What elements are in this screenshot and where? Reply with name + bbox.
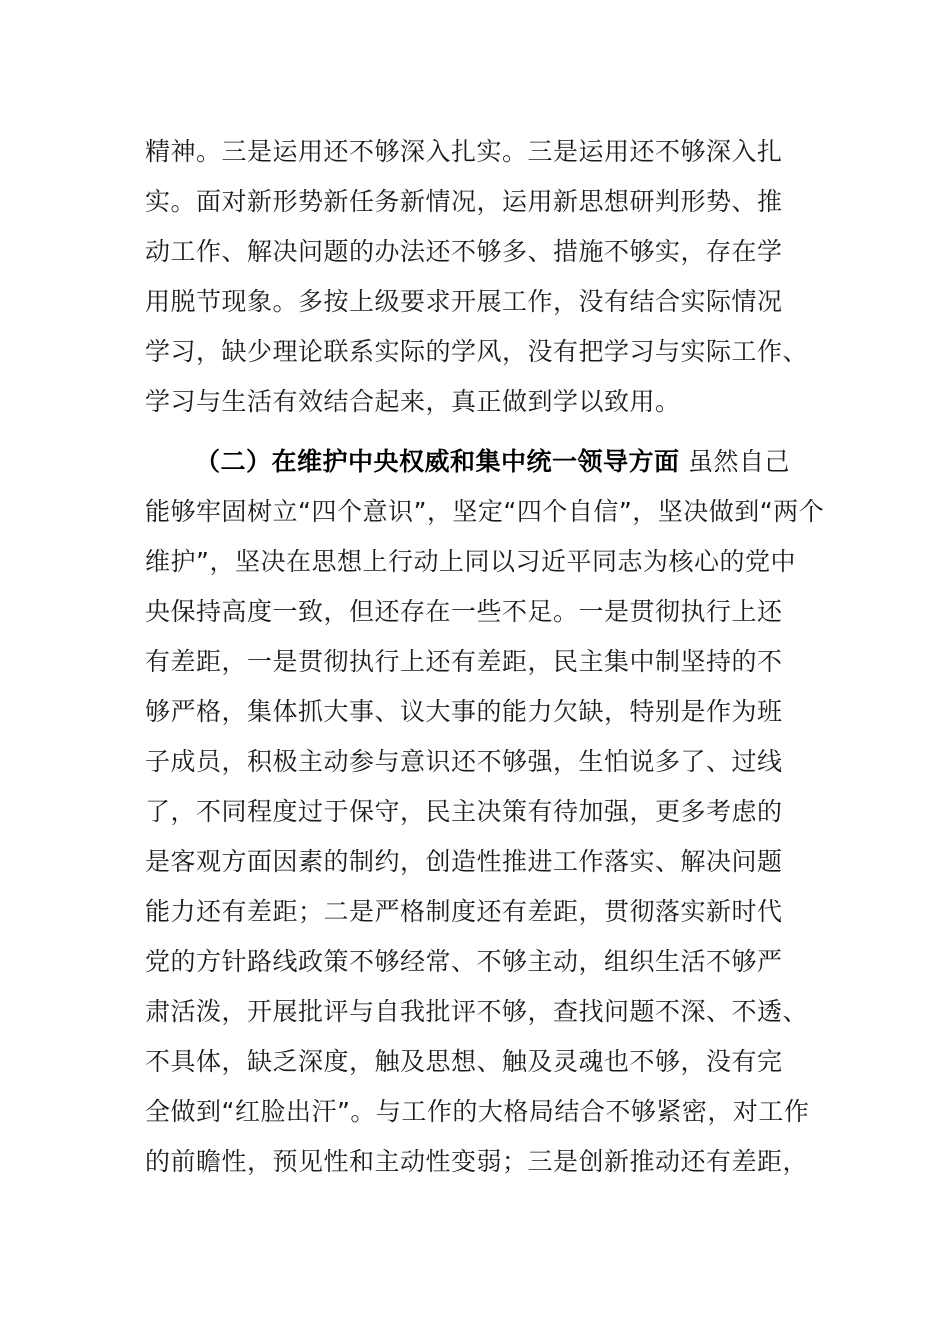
- paragraph-1-line: 用脱节现象。多按上级要求开展工作，没有结合实际情况: [145, 287, 783, 316]
- paragraph-2-line: 央保持高度一致，但还存在一些不足。一是贯彻执行上还: [145, 597, 783, 626]
- paragraph-2: [145, 437, 825, 1187]
- paragraph-1-line: 精神。三是运用还不够深入扎实。三是运用还不够深入扎: [145, 137, 783, 166]
- paragraph-2-line: 不具体，缺乏深度，触及思想、触及灵魂也不够，没有完: [145, 1047, 783, 1076]
- paragraph-2-first-line-text: 虽然自己: [679, 447, 790, 476]
- paragraph-1: [145, 127, 809, 427]
- paragraph-2-line: 能力还有差距；二是严格制度还有差距，贯彻落实新时代: [145, 897, 783, 926]
- paragraph-2-first-line: [145, 437, 805, 487]
- paragraph-2-line: 子成员，积极主动参与意识还不够强，生怕说多了、过线: [145, 747, 783, 776]
- paragraph-2-line: 够严格，集体抓大事、议大事的能力欠缺，特别是作为班: [145, 697, 783, 726]
- paragraph-1-line: 学习与生活有效结合起来，真正做到学以致用。: [145, 387, 681, 416]
- section-heading: （二）在维护中央权威和集中统一领导方面: [195, 447, 680, 476]
- paragraph-2-line: 维护”，坚决在思想上行动上同以习近平同志为核心的党中: [145, 547, 796, 576]
- paragraph-2-line: 全做到“红脸出汗”。与工作的大格局结合不够紧密，对工作: [145, 1097, 810, 1126]
- paragraph-2-line: 是客观方面因素的制约，创造性推进工作落实、解决问题: [145, 847, 783, 876]
- paragraph-2-line: 有差距，一是贯彻执行上还有差距，民主集中制坚持的不: [145, 647, 783, 676]
- paragraph-2-line: 了，不同程度过于保守，民主决策有待加强，更多考虑的: [145, 797, 783, 826]
- paragraph-2-line: 肃活泼，开展批评与自我批评不够，查找问题不深、不透、: [145, 997, 809, 1026]
- paragraph-1-line: 实。面对新形势新任务新情况，运用新思想研判形势、推: [145, 187, 783, 216]
- paragraph-2-line: 的前瞻性，预见性和主动性变弱；三是创新推动还有差距，: [145, 1147, 809, 1176]
- paragraph-2-line: 党的方针路线政策不够经常、不够主动，组织生活不够严: [145, 947, 783, 976]
- paragraph-2-line: 能够牢固树立“四个意识”，坚定“四个自信”，坚决做到“两个: [145, 497, 825, 526]
- paragraph-1-line: 动工作、解决问题的办法还不够多、措施不够实，存在学: [145, 237, 783, 266]
- paragraph-1-line: 学习，缺少理论联系实际的学风，没有把学习与实际工作、: [145, 337, 809, 366]
